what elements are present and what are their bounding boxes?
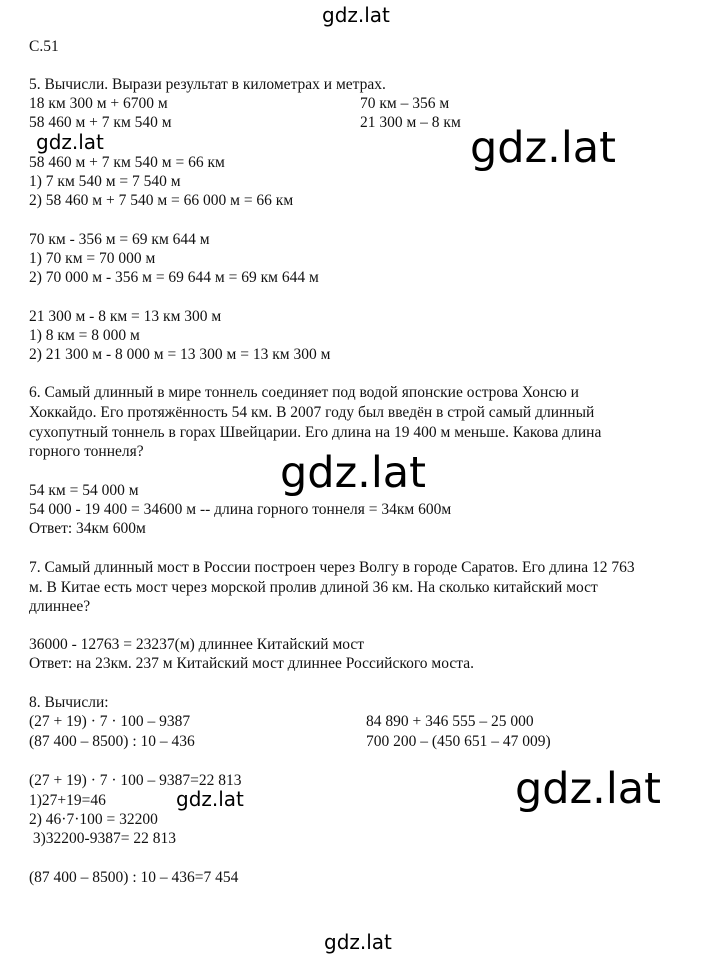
task6-solution-line: 54 000 - 19 400 = 34600 м -- длина горного тоннеля = 34км 600м (29, 501, 452, 518)
task5-solution-b-line: 1) 70 км = 70 000 м (29, 250, 156, 267)
task6-text-line: Хоккайдо. Его протяжённость 54 км. В 2007 году был введён в строй самый длинный (29, 404, 595, 421)
task5-solution-c-line: 2) 21 300 м - 8 000 м = 13 300 м = 13 км 300 м (29, 346, 331, 363)
task5-solution-b-line: 2) 70 000 м - 356 м = 69 644 м = 69 км 644 м (29, 269, 319, 286)
task8-title: 8. Вычисли: (29, 694, 109, 711)
task6-solution-line: 54 км = 54 000 м (29, 482, 139, 499)
task5-example-left-1: 18 км 300 м + 6700 м (29, 95, 168, 112)
task8-example-left-2: (87 400 – 8500) : 10 – 436 (29, 733, 195, 750)
task5-solution-c-line: 1) 8 км = 8 000 м (29, 327, 140, 344)
task8-solution-b: (87 400 – 8500) : 10 – 436=7 454 (29, 869, 239, 886)
task6-text-line: 6. Самый длинный в мире тоннель соединяет под водой японские острова Хонсю и (29, 384, 579, 401)
task5-example-right-2: 21 300 м – 8 км (360, 114, 461, 131)
task5-solution-a-line: 2) 58 460 м + 7 540 м = 66 000 м = 66 км (29, 192, 294, 209)
task8-example-right-2: 700 200 – (450 651 – 47 009) (366, 733, 551, 750)
task5-title: 5. Вычисли. Вырази результат в километрах и метрах. (29, 76, 386, 93)
task7-solution-line: 36000 - 12763 = 23237(м) длиннее Китайский мост (29, 636, 365, 653)
task6-answer: Ответ: 34км 600м (29, 520, 146, 537)
page-ref: С.51 (29, 38, 59, 55)
task7-text-line: длиннее? (29, 598, 91, 615)
watermark-upper-left: gdz.lat (36, 130, 104, 154)
task5-solution-a-line: 1) 7 км 540 м = 7 540 м (29, 173, 181, 190)
watermark-lower-left: gdz.lat (176, 787, 244, 811)
task8-example-right-1: 84 890 + 346 555 – 25 000 (366, 713, 534, 730)
watermark-bottom: gdz.lat (324, 930, 392, 954)
watermark-upper-right: gdz.lat (470, 123, 616, 173)
task7-text-line: м. В Китае есть мост через морской пролив длиной 36 км. На сколько китайский мост (29, 579, 598, 596)
task8-example-left-1: (27 + 19) · 7 · 100 – 9387 (29, 713, 191, 730)
task5-solution-b-line: 70 км - 356 м = 69 км 644 м (29, 231, 210, 248)
watermark-lower-right: gdz.lat (515, 764, 661, 814)
task5-example-left-2: 58 460 м + 7 км 540 м (29, 114, 172, 131)
task5-solution-a-line: 58 460 м + 7 км 540 м = 66 км (29, 154, 225, 171)
watermark-middle: gdz.lat (280, 448, 426, 498)
task5-example-right-1: 70 км – 356 м (360, 95, 450, 112)
task5-solution-c-line: 21 300 м - 8 км = 13 км 300 м (29, 308, 222, 325)
task8-solution-a-line: 2) 46·7·100 = 32200 (29, 811, 158, 828)
task8-solution-a-line: (27 + 19) · 7 · 100 – 9387=22 813 (29, 772, 242, 789)
task7-answer: Ответ: на 23км. 237 м Китайский мост длиннее Российского моста. (29, 655, 474, 672)
task6-text-line: сухопутный тоннель в горах Швейцарии. Его длина на 19 400 м меньше. Какова длина (29, 424, 602, 441)
watermark-top: gdz.lat (322, 3, 390, 27)
task7-text-line: 7. Самый длинный мост в России построен через Волгу в городе Саратов. Его длина 12 763 (29, 559, 635, 576)
task8-solution-a-line: 1)27+19=46 (29, 792, 106, 809)
task8-solution-a-line: 3)32200-9387= 22 813 (29, 830, 176, 847)
task6-text-line: горного тоннеля? (29, 443, 144, 460)
